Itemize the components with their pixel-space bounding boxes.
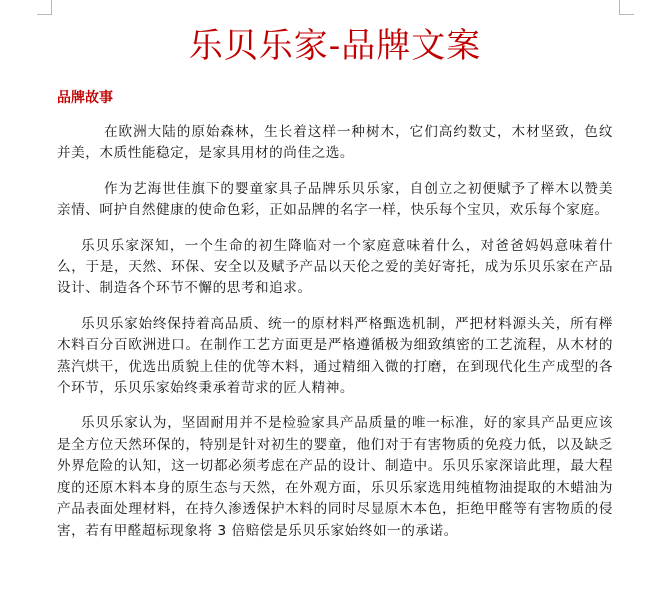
crop-mark-top-right: [619, 0, 634, 15]
paragraph-4: 乐贝乐家始终保持着高品质、统一的原材料严格甄选机制，严把材料源头关，所有榉木料百分百欧洲进口。在制作工艺方面更是严格遵循极为细致缜密的工艺流程，从木材的蒸汽烘干，优选出质貌上佳的优等木料，通过精细入微的打磨，在到现代化生产成型的各个环节，乐贝乐家始终秉承着苛求的匠人精神。: [57, 315, 613, 397]
paragraph-5: 乐贝乐家认为，坚固耐用并不是检验家具产品质量的唯一标准，好的家具产品更应该是全方位天然环保的，特别是针对初生的婴童，他们对于有害物质的免疫力低，以及缺乏外界危险的认知，这一切都必须考虑在产品的设计、制造中。乐贝乐家深谙此理，最大程度的还原木料本身的原生态与天然，在外观方面，乐贝乐家选用纯植物油提取的木蜡油为产品表面处理材料，在持久渗透保护木料的同时尽显原木本色，拒绝甲醛等有害物质的侵害，若有甲醛超标现象将 3 倍赔偿是乐贝乐家始终如一的承诺。: [57, 415, 613, 539]
paragraph-3: 乐贝乐家深知，一个生命的初生降临对一个家庭意味着什么，对爸爸妈妈意味着什么，于是，天然、环保、安全以及赋予产品以天伦之爱的美好寄托，成为乐贝乐家在产品设计、制造各个环节不懈的思考和追求。: [57, 237, 613, 297]
document-body: [57, 122, 613, 556]
paragraph-1: 在欧洲大陆的原始森林，生长着这样一种树木，它们高约数丈，木材坚致，色纹并美，木质性能稳定，是家具用材的尚佳之选。: [57, 124, 613, 162]
section-heading: 品牌故事: [57, 90, 113, 106]
crop-mark-top-left: [37, 0, 52, 15]
document-title: 乐贝乐家-品牌文案: [188, 26, 482, 66]
paragraph-2: 作为艺海世佳旗下的婴童家具子品牌乐贝乐家，自创立之初便赋予了榉木以赞美亲情、呵护自然健康的使命色彩，正如品牌的名字一样，快乐每个宝贝，欢乐每个家庭。: [57, 180, 613, 219]
